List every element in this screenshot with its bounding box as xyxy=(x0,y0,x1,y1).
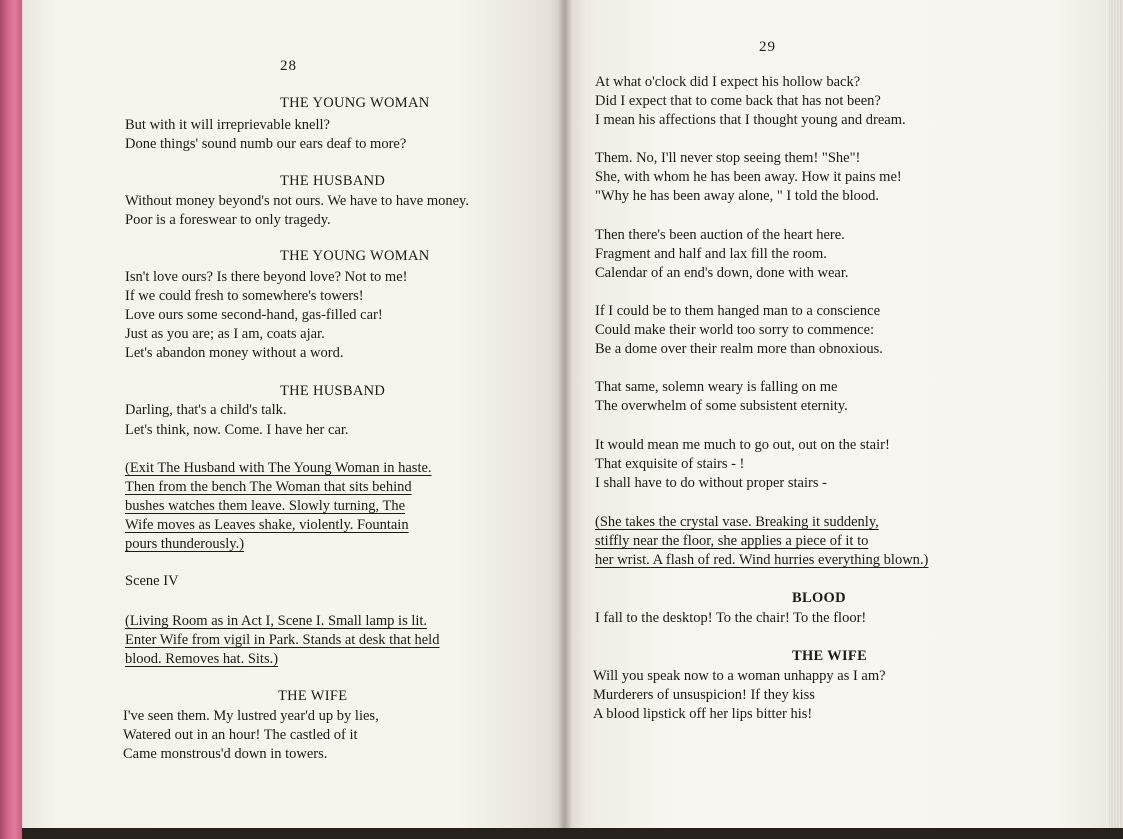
stage-direction-line: (Living Room as in Act I, Scene I. Small lamp is lit. xyxy=(125,613,428,629)
text-line: Let's think, now. Come. I have her car. xyxy=(125,422,349,438)
page-number-right: 29 xyxy=(759,39,776,55)
text-line: Just as you are; as I am, coats ajar. xyxy=(125,326,325,342)
character-heading: THE YOUNG WOMAN xyxy=(280,95,430,111)
stage-direction-line: (Exit The Husband with The Young Woman in haste. xyxy=(125,460,432,476)
text-line: I shall have to do without proper stairs - xyxy=(595,475,827,491)
text-line: I've seen them. My lustred year'd up by lies, xyxy=(123,708,379,724)
page-stack-edge xyxy=(1109,0,1123,839)
text-line: "Why he has been away alone, " I told the blood. xyxy=(595,188,880,204)
text-line: That same, solemn weary is falling on me xyxy=(595,379,838,395)
stage-direction-line: (She takes the crystal vase. Breaking it suddenly, xyxy=(595,514,879,530)
character-heading: THE HUSBAND xyxy=(280,383,386,399)
text-line: Did I expect that to come back that has not been? xyxy=(595,93,881,109)
text-line: I mean his affections that I thought young and dream. xyxy=(595,112,906,128)
text-line: But with it will irreprievable knell? xyxy=(125,117,330,133)
stage-direction-line: Then from the bench The Woman that sits behind xyxy=(125,479,412,495)
page-number-left: 28 xyxy=(280,58,297,74)
text-line: I fall to the desktop! To the chair! To the floor! xyxy=(595,610,867,626)
text-line: The overwhelm of some subsistent eternity. xyxy=(595,398,848,414)
text-line: A blood lipstick off her lips bitter his! xyxy=(593,706,813,722)
text-line: Could make their world too sorry to commence: xyxy=(595,322,875,338)
stage-direction-line: her wrist. A flash of red. Wind hurries everything blown.) xyxy=(595,552,929,568)
book-cover-edge xyxy=(0,0,22,839)
text-line: Love ours some second-hand, gas-filled car! xyxy=(125,307,383,323)
text-line: Fragment and half and lax fill the room. xyxy=(595,246,827,262)
text-line: Done things' sound numb our ears deaf to more? xyxy=(125,136,407,152)
text-line: That exquisite of stairs - ! xyxy=(595,456,745,472)
character-heading: THE WIFE xyxy=(278,688,348,704)
character-heading: BLOOD xyxy=(792,590,846,606)
text-line: Let's abandon money without a word. xyxy=(125,345,344,361)
text-line: Came monstrous'd down in towers. xyxy=(123,746,328,762)
text-line: At what o'clock did I expect his hollow back? xyxy=(595,74,861,90)
text-line: Calendar of an end's down, done with wear. xyxy=(595,265,849,281)
text-line: It would mean me much to go out, out on the stair! xyxy=(595,437,890,453)
text-line: Isn't love ours? Is there beyond love? Not to me! xyxy=(125,269,408,285)
text-line: Murderers of unsuspicion! If they kiss xyxy=(593,687,815,703)
stage-direction-line: Enter Wife from vigil in Park. Stands at desk that held xyxy=(125,632,440,648)
text-line: Will you speak now to a woman unhappy as I am? xyxy=(593,668,886,684)
text-line: She, with whom he has been away. How it pains me! xyxy=(595,169,902,185)
text-line: Be a dome over their realm more than obnoxious. xyxy=(595,341,883,357)
stage-direction-line: blood. Removes hat. Sits.) xyxy=(125,651,279,667)
text-line: Darling, that's a child's talk. xyxy=(125,402,287,418)
text-line: Then there's been auction of the heart here. xyxy=(595,227,845,243)
text-line: Without money beyond's not ours. We have to have money. xyxy=(125,193,469,209)
character-heading: THE HUSBAND xyxy=(280,173,386,189)
stage-direction-line: bushes watches them leave. Slowly turning, The xyxy=(125,498,406,514)
stage-direction-line: pours thunderously.) xyxy=(125,536,245,552)
text-line: If we could fresh to somewhere's towers! xyxy=(125,288,364,304)
text-line: If I could be to them hanged man to a conscience xyxy=(595,303,881,319)
character-heading: THE WIFE xyxy=(792,648,868,664)
bottom-shadow xyxy=(22,828,1123,839)
text-line: Them. No, I'll never stop seeing them! "She"! xyxy=(595,150,861,166)
stage-direction-line: Wife moves as Leaves shake, violently. Fountain xyxy=(125,517,409,533)
text-line: Watered out in an hour! The castled of it xyxy=(123,727,358,743)
character-heading: THE YOUNG WOMAN xyxy=(280,248,430,264)
book-gutter xyxy=(558,0,572,832)
open-book xyxy=(22,0,1123,839)
text-line: Poor is a foreswear to only tragedy. xyxy=(125,212,331,228)
scene-label: Scene IV xyxy=(125,573,179,589)
stage-direction-line: stiffly near the floor, she applies a piece of it to xyxy=(595,533,869,549)
